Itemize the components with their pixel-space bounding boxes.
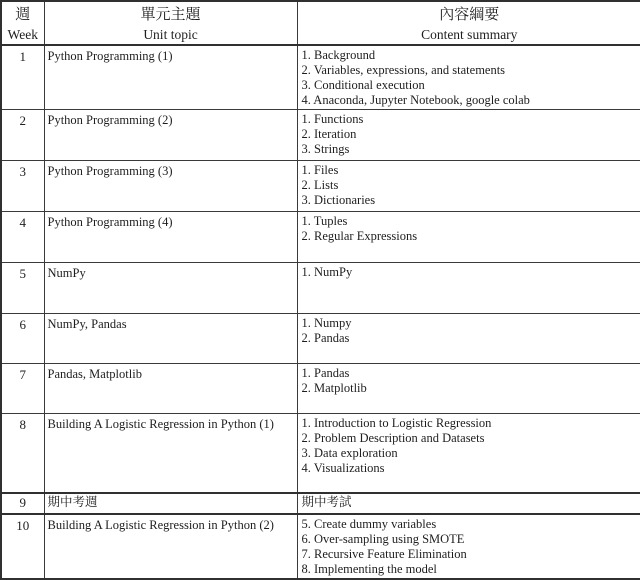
- summary-line: 3. Data exploration: [302, 446, 639, 461]
- summary-line: 6. Over-sampling using SMOTE: [302, 532, 639, 547]
- summary-cell: [297, 514, 640, 579]
- topic-cell: NumPy: [44, 262, 297, 313]
- table-row-week-9: [1, 493, 640, 514]
- summary-line: 1. Background: [302, 48, 639, 63]
- header-week-zh: 週: [2, 2, 44, 26]
- summary-line: 5. Create dummy variables: [302, 517, 639, 532]
- topic-cell: Python Programming (1): [44, 45, 297, 109]
- topic-cell: Building A Logistic Regression in Python (2): [44, 514, 297, 579]
- table-row-week-8: [1, 413, 640, 493]
- header-row: [1, 1, 640, 45]
- week-cell: 1: [1, 45, 44, 109]
- summary-line: 1. Pandas: [302, 366, 639, 381]
- summary-line: 1. Introduction to Logistic Regression: [302, 416, 639, 431]
- week-cell: 2: [1, 109, 44, 160]
- summary-cell: [297, 313, 640, 363]
- header-unit-topic: [44, 1, 297, 45]
- summary-line: 2. Matplotlib: [302, 381, 639, 396]
- week-cell: 9: [1, 493, 44, 514]
- header-week-en: Week: [2, 26, 44, 43]
- summary-line: 2. Lists: [302, 178, 639, 193]
- topic-cell: Python Programming (3): [44, 160, 297, 211]
- week-cell: 10: [1, 514, 44, 579]
- summary-line: 1. Functions: [302, 112, 639, 127]
- table-row-week-7: [1, 363, 640, 413]
- topic-cell: NumPy, Pandas: [44, 313, 297, 363]
- header-content-summary-en: Content summary: [298, 26, 640, 43]
- header-unit-topic-zh: 單元主題: [45, 2, 297, 26]
- table-row-week-10: [1, 514, 640, 579]
- week-cell: 7: [1, 363, 44, 413]
- summary-line: 2. Regular Expressions: [302, 229, 639, 244]
- week-cell: 3: [1, 160, 44, 211]
- week-cell: 5: [1, 262, 44, 313]
- summary-line: 2. Problem Description and Datasets: [302, 431, 639, 446]
- summary-line: 期中考試: [302, 495, 639, 510]
- summary-line: 2. Iteration: [302, 127, 639, 142]
- summary-line: 1. Tuples: [302, 214, 639, 229]
- summary-line: 3. Strings: [302, 142, 639, 157]
- summary-cell: [297, 45, 640, 109]
- week-cell: 6: [1, 313, 44, 363]
- week-cell: 4: [1, 211, 44, 262]
- header-content-summary-zh: 內容綱要: [298, 2, 640, 26]
- summary-cell: [297, 211, 640, 262]
- summary-cell: [297, 160, 640, 211]
- summary-line: 1. Numpy: [302, 316, 639, 331]
- header-week: [1, 1, 44, 45]
- table-row-week-5: [1, 262, 640, 313]
- header-unit-topic-en: Unit topic: [45, 26, 297, 43]
- summary-cell: [297, 413, 640, 493]
- summary-cell: [297, 493, 640, 514]
- summary-line: 1. Files: [302, 163, 639, 178]
- summary-line: 3. Dictionaries: [302, 193, 639, 208]
- summary-cell: [297, 109, 640, 160]
- summary-line: 3. Conditional execution: [302, 78, 639, 93]
- topic-cell: Python Programming (4): [44, 211, 297, 262]
- summary-line: 1. NumPy: [302, 265, 639, 280]
- topic-cell: 期中考週: [44, 493, 297, 514]
- summary-line: 4. Anaconda, Jupyter Notebook, google colab: [302, 93, 639, 108]
- summary-line: 7. Recursive Feature Elimination: [302, 547, 639, 562]
- summary-line: 8. Implementing the model: [302, 562, 639, 577]
- table-row-week-1: [1, 45, 640, 109]
- week-cell: 8: [1, 413, 44, 493]
- topic-cell: Building A Logistic Regression in Python (1): [44, 413, 297, 493]
- table-row-week-3: [1, 160, 640, 211]
- summary-line: 2. Variables, expressions, and statements: [302, 63, 639, 78]
- table-row-week-2: [1, 109, 640, 160]
- summary-cell: [297, 363, 640, 413]
- topic-cell: Pandas, Matplotlib: [44, 363, 297, 413]
- summary-cell: [297, 262, 640, 313]
- table-row-week-4: [1, 211, 640, 262]
- topic-cell: Python Programming (2): [44, 109, 297, 160]
- header-content-summary: [297, 1, 640, 45]
- summary-line: 4. Visualizations: [302, 461, 639, 476]
- summary-line: 2. Pandas: [302, 331, 639, 346]
- table-row-week-6: [1, 313, 640, 363]
